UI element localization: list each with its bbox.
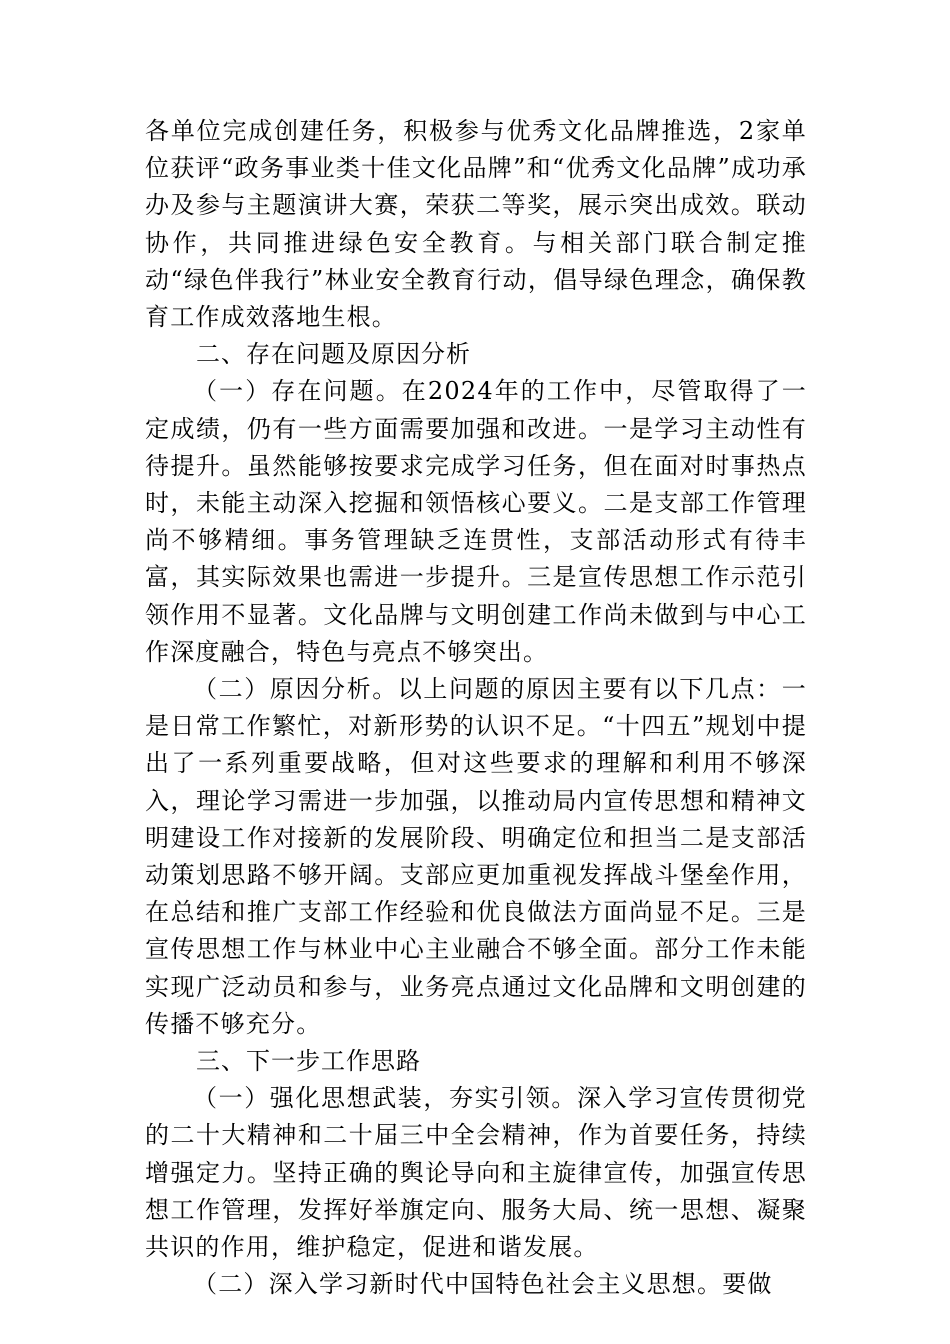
section-heading-2: 二、存在问题及原因分析 <box>196 340 471 369</box>
section-heading-3: 三、下一步工作思路 <box>196 1047 421 1076</box>
body-paragraph-2: （一）存在问题。在2024年的工作中，尽管取得了一定成绩，仍有一些方面需要加强和改进。一是学习主动性有待提升。虽然能够按要求完成学习任务，但在面对时事热点时，未能主动深入挖掘和领悟核心要义。二是支部工作管理尚不够精细。事务管理缺乏连贯性，支部活动形式有待丰富，其实际效果也需进一步提升。三是宣传思想工作示范引领作用不显著。文化品牌与文明创建工作尚未做到与中心工作深度融合，特色与亮点不够突出。 <box>145 377 807 666</box>
body-paragraph-4: （一）强化思想武装，夯实引领。深入学习宣传贯彻党的二十大精神和二十届三中全会精神，作为首要任务，持续增强定力。坚持正确的舆论导向和主旋律宣传，加强宣传思想工作管理，发挥好举旗定向、服务大局、统一思想、凝聚共识的作用，维护稳定，促进和谐发展。 <box>145 1084 807 1262</box>
body-paragraph-5: （二）深入学习新时代中国特色社会主义思想。要做 <box>193 1270 773 1299</box>
body-paragraph-1: 各单位完成创建任务，积极参与优秀文化品牌推选，2家单位获评“政务事业类十佳文化品牌”和“优秀文化品牌”成功承办及参与主题演讲大赛，荣获二等奖，展示突出成效。联动协作，共同推进绿色安全教育。与相关部门联合制定推动“绿色伴我行”林业安全教育行动，倡导绿色理念，确保教育工作成效落地生根。 <box>145 117 807 332</box>
body-paragraph-3: （二）原因分析。以上问题的原因主要有以下几点：一是日常工作繁忙，对新形势的认识不足。“十四五”规划中提出了一系列重要战略，但对这些要求的理解和利用不够深入，理论学习需进一步加强，以推动局内宣传思想和精神文明建设工作对接新的发展阶段、明确定位和担当二是支部活动策划思路不够开阔。支部应更加重视发挥战斗堡垒作用，在总结和推广支部工作经验和优良做法方面尚显不足。三是宣传思想工作与林业中心主业融合不够全面。部分工作未能实现广泛动员和参与，业务亮点通过文化品牌和文明创建的传播不够充分。 <box>145 675 807 1038</box>
document-body <box>145 113 807 1304</box>
